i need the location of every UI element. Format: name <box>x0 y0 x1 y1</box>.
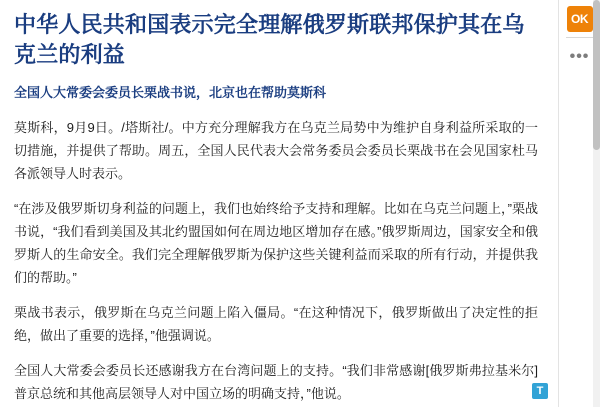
share-odnoklassniki-button[interactable]: OK <box>567 6 593 32</box>
article-paragraph-3: 栗战书表示，俄罗斯在乌克兰问题上陷入僵局。“在这种情况下，俄罗斯做出了决定性的拒绝，做出了重要的选择，”他强调说。 <box>14 305 538 343</box>
article-subheadline: 全国人大常委会委员长栗战书说，北京也在帮助莫斯科 <box>14 85 327 100</box>
article-paragraph-1: 莫斯科，9月9日。/塔斯社/。中方充分理解我方在乌克兰局势中为维护自身利益所采取的一切措施，并提供了帮助。周五，全国人民代表大会常务委员会委员长栗战书在会见国家杜马各派领导人时表示。 <box>14 120 538 181</box>
page-title: 中华人民共和国表示完全理解俄罗斯联邦保护其在乌克兰的利益 <box>14 12 525 67</box>
scrollbar-thumb[interactable] <box>593 0 600 150</box>
telegram-badge[interactable]: T <box>532 383 548 399</box>
share-more-button[interactable]: ••• <box>567 44 593 70</box>
page-scrollbar[interactable] <box>593 0 600 407</box>
rail-divider <box>566 37 594 38</box>
article-paragraph-2: “在涉及俄罗斯切身利益的问题上，我们也始终给予支持和理解。比如在乌克兰问题上，”栗战书说，“我们看到美国及其北约盟国如何在周边地区增加存在感。”俄罗斯周边，国家安全和俄罗斯人的生命安全。我们完全理解俄罗斯为保护这些关键利益而采取的所有行动，并提供我们的帮助。” <box>14 201 538 285</box>
article-paragraph-4: 全国人大常委会委员长还感谢我方在台湾问题上的支持。“我们非常感谢[俄罗斯弗拉基米尔]普京总统和其他高层领导人对中国立场的明确支持，”他说。 <box>14 363 538 401</box>
